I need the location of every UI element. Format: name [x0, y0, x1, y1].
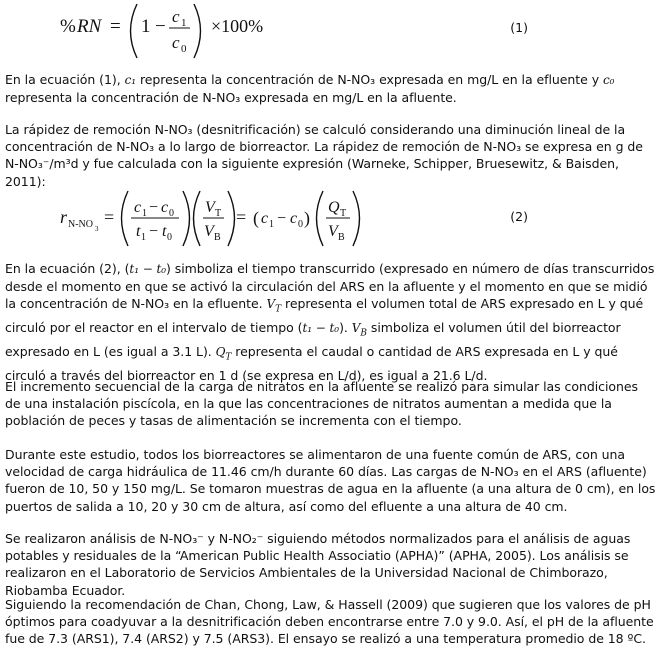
svg-text:−: − [155, 16, 166, 37]
svg-text:): ) [304, 208, 310, 228]
paragraph-6: Se realizaron análisis de N-NO₃⁻ y N-NO₂⁻ siguiendo métodos normalizados para el análisis de aguas potables y residuales de la “American Public Health Associatio (APHA)” (APHA, 2005). Los análisis se realizaron en el Laboratorio de Servicios Ambientales de la Universidad Nacional de Chimborazo, Riobamba Ecuador. [5, 531, 631, 598]
svg-text:=: = [110, 16, 121, 37]
svg-text:B: B [338, 232, 345, 243]
svg-text:1: 1 [141, 16, 151, 37]
svg-text:0: 0 [298, 219, 303, 230]
equation-2 [0, 186, 662, 250]
equation-2-formula [0, 186, 662, 250]
paragraph-2: La rápidez de remoción N-NO₃ (desnitrificación) se calculó considerando una diminución lineal de la concentración de N-NO₃ a lo largo de biorreactor. La rápidez de remoción de N-NO₃ se expresa en g de N-NO₃⁻/m³d y fue calculada con la siguiente expresión (Warneke, Schipper, Bruesewitz, & Baisden, 2011): [5, 122, 643, 189]
svg-text:c: c [172, 33, 180, 52]
svg-text:(: ( [253, 208, 259, 228]
svg-text:Q: Q [328, 199, 340, 216]
paragraph-4: El incremento secuencial de la carga de nitratos en la afluente se realizó para simular las condiciones de una instalación piscícola, en la que las concentraciones de nitratos aumentan a medida que la población de peces y tasas de alimentación se incrementa con el tiempo. [5, 379, 638, 429]
svg-text:T: T [215, 208, 222, 219]
equation-1-number: (1) [510, 20, 528, 35]
svg-text:t: t [162, 223, 167, 240]
svg-text:1: 1 [142, 208, 147, 219]
svg-text:c: c [172, 7, 180, 26]
svg-text:c: c [261, 210, 269, 227]
svg-text:0: 0 [167, 232, 172, 243]
paragraph-3: En la ecuación (2), (t₁ − t₀) simboliza el tiempo transcurrido (expresado en número de días transcurridos desde el momento en que se activó la circulación del ARS en la afluente y el momento en que se midió la concentración de N-NO₃ en la efluente. $V_T$ representa el volumen total de ARS expresado en L y qué circuló por el reactor en el intervalo de tiempo (t₁ − t₀). $V_B$ simboliza el volumen útil del biorreactor expresado en L (es igual a 3.1 L). $Q_T$ representa el caudal o cantidad de ARS expresada en L y qué circuló a través del biorreactor en 1 d (se expresa en L/d), es igual a 21.6 L/d. [5, 261, 655, 383]
equation-2-number: (2) [510, 209, 528, 224]
svg-text:V: V [328, 223, 338, 240]
svg-text:0: 0 [169, 208, 174, 219]
svg-text:V: V [205, 199, 215, 216]
svg-text:N-NO: N-NO [68, 219, 93, 230]
svg-text:c: c [134, 199, 142, 216]
svg-text:RN: RN [77, 16, 102, 37]
svg-text:1: 1 [141, 232, 146, 243]
svg-text:t: t [136, 223, 141, 240]
paragraph-1: En la ecuación (1), c₁ representa la concentración de N-NO₃ expresada en mg/L en la efluente y c₀ representa la concentración de N-NO₃ expresada en mg/L en la afluente. [5, 72, 615, 106]
svg-text:r: r [60, 207, 68, 227]
svg-text:=: = [236, 207, 247, 227]
svg-text:−: − [149, 223, 159, 240]
paragraph-5: Durante este estudio, todos los biorreactores se alimentaron de una fuente común de ARS, con una velocidad de carga hidráulica de 11.46 cm/h durante 60 días. Las cargas de N-NO₃ en el ARS (afluente) fueron de 10, 50 y 150 mg/L. Se tomaron muestras de agua en la afluente (a una altura de 0 cm), en los puertos de salida a 10, 20 y 30 cm de altura, así como del efluente a una altura de 40 cm. [5, 447, 656, 514]
equation-1-formula [0, 0, 662, 62]
svg-text:−: − [149, 199, 159, 216]
equation-1 [0, 0, 662, 62]
svg-text:B: B [214, 232, 221, 243]
paragraph-7: Siguiendo la recomendación de Chan, Chong, Law, & Hassell (2009) que sugieren que los valores de pH óptimos para coadyuvar a la desnitrificación deben encontrarse entre 7.0 y 9.0. Así, el pH de la afluente fue de 7.3 (ARS1), 7.4 (ARS2) y 7.5 (ARS3). El ensayo se realizó a una temperatura promedio de 18 ºC. [5, 597, 654, 647]
svg-text:0: 0 [181, 43, 187, 55]
svg-text:c: c [161, 199, 169, 216]
svg-text:%: % [60, 16, 76, 37]
svg-text:1: 1 [269, 219, 274, 230]
svg-text:V: V [204, 223, 214, 240]
svg-text:3: 3 [95, 225, 99, 233]
svg-text:c: c [290, 210, 298, 227]
svg-text:T: T [340, 208, 347, 219]
svg-text:×100%: ×100% [211, 16, 264, 36]
svg-text:1: 1 [181, 17, 187, 29]
svg-text:−: − [277, 210, 287, 227]
svg-text:=: = [104, 207, 115, 227]
